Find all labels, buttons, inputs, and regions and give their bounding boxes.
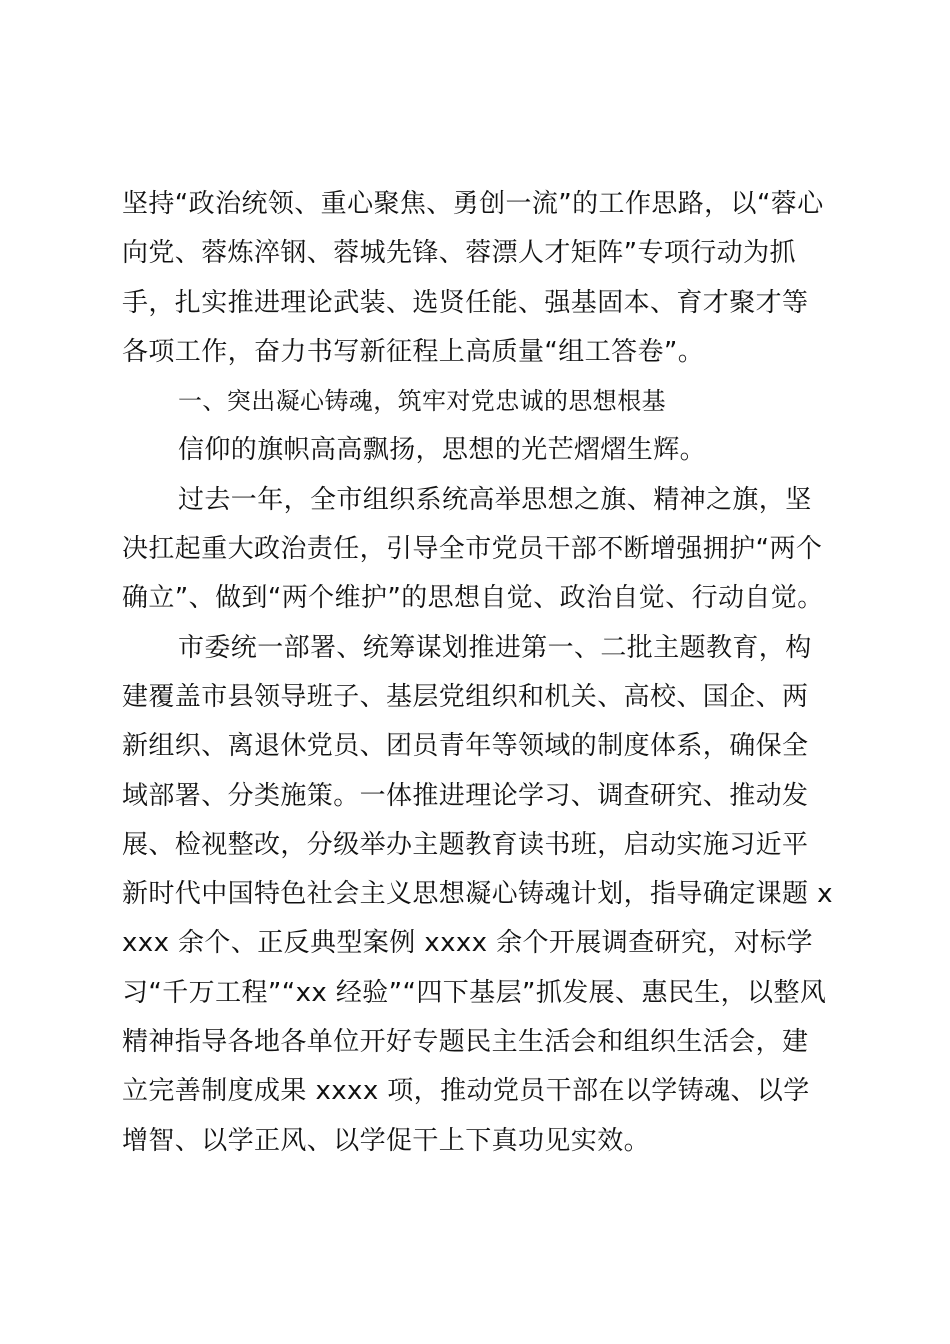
section-heading: 一、突出凝心铸魂，筑牢对党忠诚的思想根基 (178, 387, 666, 416)
paragraph-theme-education: 市委统一部署、统筹谋划推进第一、二批主题教育，构建覆盖市县领导班子、基层党组织和机关、高校、国企、两新组织、离退休党员、团员青年等领域的制度体系，确保全域部署、分类施策。一体推进理论学习、调查研究、推动发展、检视整改，分级举办主题教育读书班，启动实施习近平新时代中国特色社会主义思想凝心铸魂计划，指导确定课题 xxxx 余个、正反典型案例 xxxx 余个开展调查研究，对标学习“千万工程”“xx 经验”“四下基层”抓发展、惠民生，以整风精神指导各地各单位开好专题民主生活会和组织生活会，建立完善制度成果 xxxx 项，推动党员干部在以学铸魂、以学增智、以学正风、以学促干上下真功见实效。 (122, 632, 833, 1156)
document-body (122, 180, 834, 1166)
paragraph-past-year: 过去一年，全市组织系统高举思想之旗、精神之旗，坚决扛起重大政治责任，引导全市党员干部不断增强拥护“两个确立”、做到“两个维护”的思想自觉、政治自觉、行动自觉。 (122, 484, 824, 614)
paragraph-lead: 信仰的旗帜高高飘扬，思想的光芒熠熠生辉。 (178, 435, 707, 466)
paragraph-intro: 坚持“政治统领、重心聚焦、勇创一流”的工作思路，以“蓉心向党、蓉炼淬钢、蓉城先锋、蓉漂人才矩阵”专项行动为抓手，扎实推进理论武装、选贤任能、强基固本、育才聚才等各项工作，奋力书写新征程上高质量“组工答卷”。 (122, 189, 824, 367)
